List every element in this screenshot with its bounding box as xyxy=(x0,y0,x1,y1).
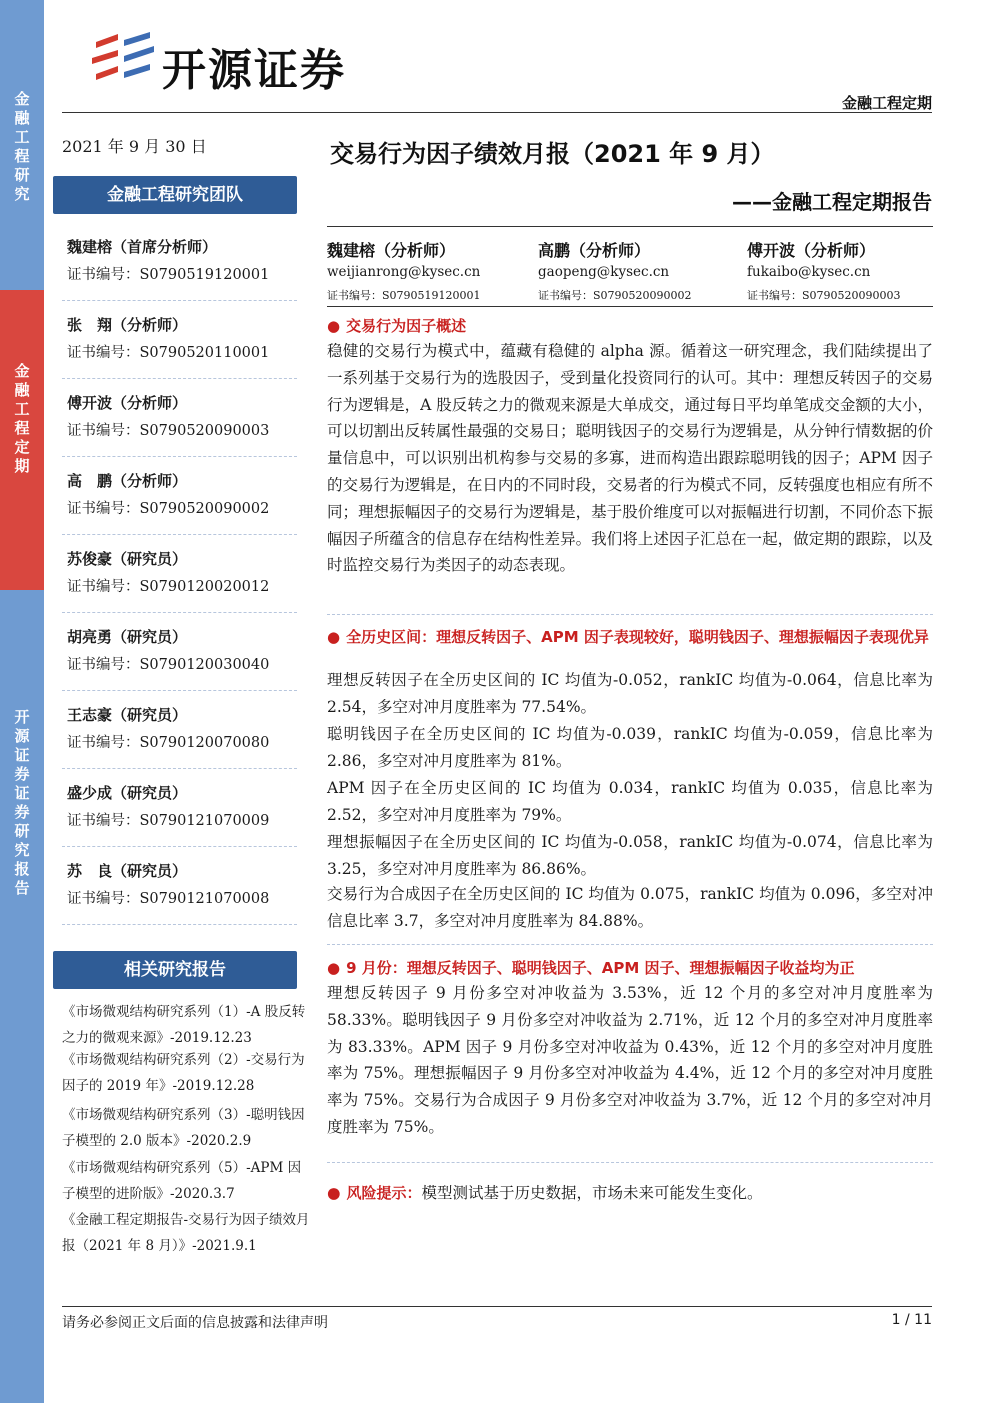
team-member-cert: 证书编号：S0790520110001 xyxy=(67,345,270,361)
divider xyxy=(62,612,297,613)
footer-disclaimer: 请务必参阅正文后面的信息披露和法律声明 xyxy=(62,1315,328,1331)
sidebar-label-brand: 开源证券 证券研究报告 xyxy=(14,708,30,897)
divider xyxy=(62,846,297,847)
risk-warning xyxy=(327,1182,933,1204)
divider xyxy=(62,924,297,925)
section-heading-text: 全历史区间：理想反转因子、APM 因子表现较好，聪明钱因子、理想振幅因子表现优异 xyxy=(346,628,929,646)
section-body: 交易行为合成因子在全历史区间的 IC 均值为 0.075，rankIC 均值为 0.096，多空对冲信息比率 3.7，多空对冲月度胜率为 84.88%。 xyxy=(327,885,933,930)
divider xyxy=(327,614,933,615)
bullet-icon: ● xyxy=(327,628,341,646)
analyst-name: 傅开波（分析师） xyxy=(747,241,876,260)
divider xyxy=(62,456,297,457)
bullet-icon: ● xyxy=(327,959,341,977)
section-body: 理想反转因子在全历史区间的 IC 均值为-0.052，rankIC 均值为-0.064，信息比率为 2.54，多空对冲月度胜率为 77.54%。 xyxy=(327,671,933,716)
section-body: APM 因子在全历史区间的 IC 均值为 0.034，rankIC 均值为 0.035，信息比率为 2.52，多空对冲月度胜率为 79%。 xyxy=(327,779,933,824)
analyst-cert: 证书编号：S0790520090003 xyxy=(747,289,901,302)
related-banner: 相关研究报告 xyxy=(53,951,297,989)
team-member-cert: 证书编号：S0790519120001 xyxy=(67,267,270,283)
analyst-email[interactable]: weijianrong@kysec.cn xyxy=(327,264,481,280)
team-member-cert: 证书编号：S0790121070009 xyxy=(67,813,270,829)
sidebar-label-periodic: 金融工程定期 xyxy=(14,362,30,475)
sidebar-segment-research xyxy=(0,0,44,290)
divider xyxy=(62,378,297,379)
team-member-name: 盛少成（研究员） xyxy=(67,784,188,802)
analyst-name: 魏建榕（分析师） xyxy=(327,241,456,260)
related-report-link[interactable]: 《市场微观结构研究系列（3）-聪明钱因子模型的 2.0 版本》-2020.2.9 xyxy=(62,1107,305,1149)
divider xyxy=(62,534,297,535)
related-report-link[interactable]: 《市场微观结构研究系列（2）-交易行为因子的 2019 年》-2019.12.28 xyxy=(62,1052,305,1094)
analyst-cert: 证书编号：S0790520090002 xyxy=(538,289,692,302)
sidebar-label-research: 金融工程研究 xyxy=(14,90,30,203)
risk-label: 风险提示： xyxy=(346,1184,422,1202)
report-subtitle: ——金融工程定期报告 xyxy=(732,190,932,214)
analyst-rule xyxy=(327,306,933,307)
analyst-name: 高鹏（分析师） xyxy=(538,241,651,260)
series-tag: 金融工程定期 xyxy=(841,94,932,112)
section-body: 理想反转因子 9 月份多空对冲收益为 3.53%，近 12 个月的多空对冲月度胜率为 58.33%。聪明钱因子 9 月份多空对冲收益为 2.71%，近 12 个月的多空对冲月度胜率为 83.33%。APM 因子 9 月份多空对冲收益为 0.43%，近 12 个月的多空对冲月度胜率为 75%。理想振幅因子 9 月份多空对冲收益为 4.4%，近 12 个月的多空对冲月度胜率为 75%。交易行为合成因子 9 月份多空对冲收益为 3.7%，近 12 个月的多空对冲月度胜率为 75%。 xyxy=(327,984,933,1136)
analyst-cert: 证书编号：S0790519120001 xyxy=(327,289,481,302)
team-member-name: 王志豪（研究员） xyxy=(67,706,188,724)
divider xyxy=(327,944,933,945)
team-member-name: 高 鹏（分析师） xyxy=(67,472,188,490)
team-member-cert: 证书编号：S0790520090003 xyxy=(67,423,270,439)
sidebar-segment-periodic xyxy=(0,290,44,590)
report-title: 交易行为因子绩效月报（2021 年 9 月） xyxy=(330,140,775,168)
section-body: 稳健的交易行为模式中，蕴藏有稳健的 alpha 源。循着这一研究理念，我们陆续提出了一系列基于交易行为的选股因子，受到量化投资同行的认可。其中：理想反转因子的交易行为逻辑是，A 股反转之力的微观来源是大单成交，通过每日平均单笔成交金额的大小，可以切割出反转属性最强的交易日；聪明钱因子的交易行为逻辑是，从分钟行情数据的价量信息中，可以识别出机构参与交易的多寡，进而构造出跟踪聪明钱的因子；APM 因子的交易行为逻辑是，在日内的不同时段，交易者的行为模式不同，反转强度也相应有所不同；理想振幅因子的交易行为逻辑是，基于股价维度可以对振幅进行切割，不同价态下振幅因子所蕴含的信息存在结构性差异。我们将上述因子汇总在一起，做定期的跟踪，以及时监控交易行为类因子的动态表现。 xyxy=(327,342,933,575)
divider xyxy=(62,300,297,301)
related-report-link[interactable]: 《市场微观结构研究系列（5）-APM 因子模型的进阶版》-2020.3.7 xyxy=(62,1160,302,1202)
team-member-name: 苏 良（研究员） xyxy=(67,862,188,880)
section-heading xyxy=(327,628,932,646)
related-report-link[interactable]: 《金融工程定期报告-交易行为因子绩效月报（2021 年 8 月）》-2021.9.1 xyxy=(62,1212,310,1254)
section-body: 理想振幅因子在全历史区间的 IC 均值为-0.058，rankIC 均值为-0.074，信息比率为 3.25，多空对冲月度胜率为 86.86%。 xyxy=(327,833,933,878)
section-body: 聪明钱因子在全历史区间的 IC 均值为-0.039，rankIC 均值为-0.059，信息比率为 2.86，多空对冲月度胜率为 81%。 xyxy=(327,725,933,770)
footer-rule xyxy=(62,1306,932,1307)
related-report-link[interactable]: 《市场微观结构研究系列（1）-A 股反转之力的微观来源》-2019.12.23 xyxy=(62,1004,306,1046)
team-member-name: 张 翔（分析师） xyxy=(67,316,188,334)
team-member-name: 胡亮勇（研究员） xyxy=(67,628,188,646)
brand-logo xyxy=(88,28,158,88)
team-banner: 金融工程研究团队 xyxy=(53,176,297,214)
team-member-cert: 证书编号：S0790120070080 xyxy=(67,735,270,751)
risk-text: 模型测试基于历史数据，市场未来可能发生变化。 xyxy=(421,1184,763,1202)
sidebar-segment-brand xyxy=(0,590,44,1403)
brand-logo-icon xyxy=(88,28,158,88)
team-member-name: 魏建榕（首席分析师） xyxy=(67,238,218,256)
title-rule xyxy=(327,226,933,227)
report-date: 2021 年 9 月 30 日 xyxy=(62,137,207,156)
team-member-cert: 证书编号：S0790120030040 xyxy=(67,657,270,673)
analyst-email[interactable]: gaopeng@kysec.cn xyxy=(538,264,670,280)
brand-name: 开源证券 xyxy=(162,45,346,96)
section-heading-text: 9 月份：理想反转因子、聪明钱因子、APM 因子、理想振幅因子收益均为正 xyxy=(346,959,855,977)
team-member-name: 傅开波（分析师） xyxy=(67,394,188,412)
section-heading xyxy=(327,317,932,335)
divider xyxy=(62,768,297,769)
bullet-icon: ● xyxy=(327,317,341,335)
divider xyxy=(62,690,297,691)
page-number: 1 / 11 xyxy=(891,1312,932,1328)
bullet-icon: ● xyxy=(327,1184,341,1202)
analyst-email[interactable]: fukaibo@kysec.cn xyxy=(747,264,871,280)
team-member-name: 苏俊豪（研究员） xyxy=(67,550,188,568)
section-heading xyxy=(327,959,932,977)
divider xyxy=(327,1162,933,1163)
header-rule xyxy=(62,112,932,113)
team-member-cert: 证书编号：S0790120020012 xyxy=(67,579,270,595)
team-member-cert: 证书编号：S0790520090002 xyxy=(67,501,270,517)
section-heading-text: 交易行为因子概述 xyxy=(346,317,467,335)
team-member-cert: 证书编号：S0790121070008 xyxy=(67,891,270,907)
